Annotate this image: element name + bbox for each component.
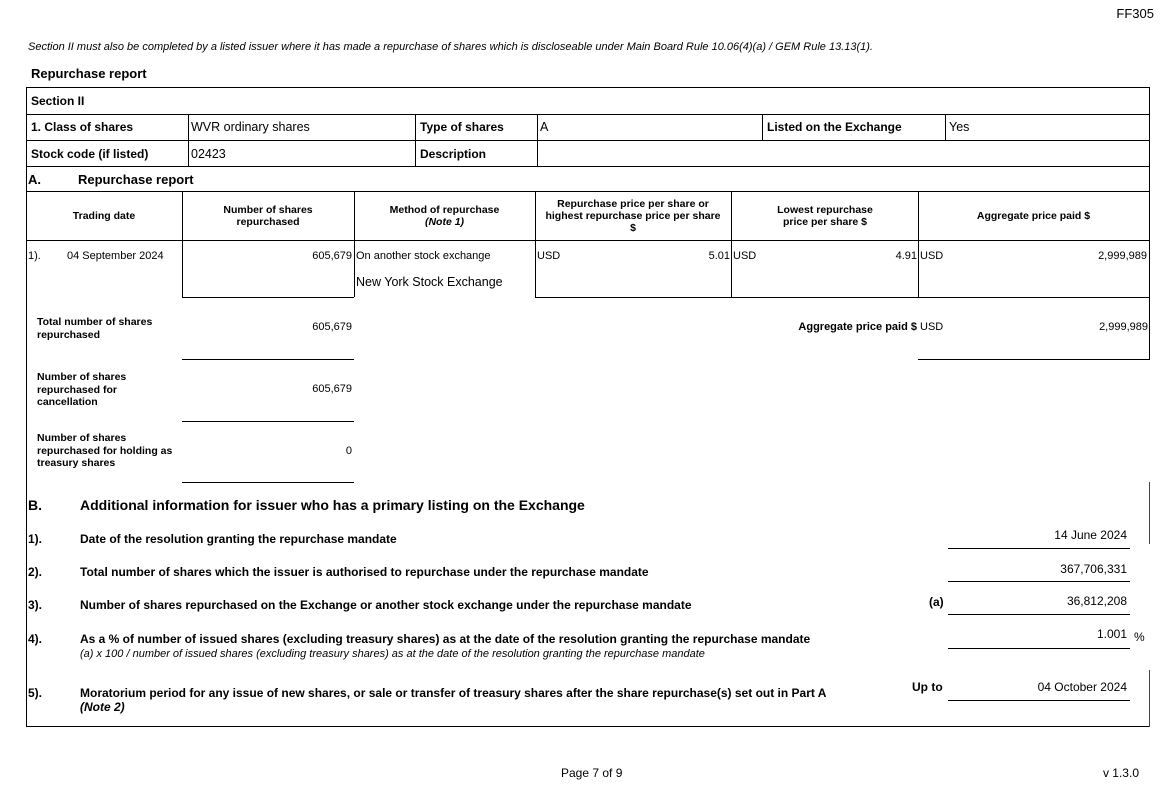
part-b-item-4-value: 1.001 <box>1096 627 1127 641</box>
part-b-item-2-value: 367,706,331 <box>1060 562 1127 576</box>
report-title: Repurchase report <box>31 66 147 81</box>
treasury-value: 0 <box>345 445 352 457</box>
total-shares-value: 605,679 <box>312 321 352 333</box>
part-a-title: Repurchase report <box>78 172 194 187</box>
part-b-item-5-note: (Note 2) <box>80 700 125 714</box>
row-low-price: 4.91 <box>895 250 917 262</box>
version: v 1.3.0 <box>1102 766 1139 780</box>
header-method <box>354 204 535 228</box>
intro-note: Section II must also be completed by a listed issuer where it has made a repurchase of shares which is discloseable under Main Board Rule 10.06(4)(a) / GEM Rule 13.13(1). <box>28 41 873 53</box>
percent-unit: % <box>1134 630 1145 644</box>
cancellation-label: Number of shares repurchased for cancellation <box>37 371 127 408</box>
aggregate-price-value: 2,999,989 <box>1099 321 1148 333</box>
class-of-shares-label: 1. Class of shares <box>31 120 134 134</box>
part-b-item-2-index: 2). <box>28 565 43 579</box>
listed-label: Listed on the Exchange <box>767 120 902 134</box>
total-shares-label: Total number of shares repurchased <box>37 316 153 341</box>
row-high-price: 5.01 <box>708 250 730 262</box>
part-b-item-3-value: 36,812,208 <box>1066 594 1127 608</box>
header-method-note: (Note 1) <box>424 216 465 228</box>
part-b-letter: B. <box>28 497 42 513</box>
part-b-item-5-value: 04 October 2024 <box>1037 680 1127 694</box>
row-index: 1). <box>28 250 41 262</box>
row-agg-price: 2,999,989 <box>1098 250 1147 262</box>
row-high-currency: USD <box>537 250 561 262</box>
part-a-letter: A. <box>28 172 41 187</box>
stock-code-label: Stock code (if listed) <box>31 147 149 161</box>
row-exchange: New York Stock Exchange <box>356 275 503 289</box>
row-low-currency: USD <box>733 250 757 262</box>
header-highest-price: Repurchase price per share or highest repurchase price per share $ <box>545 198 721 234</box>
part-b-item-4-sub: (a) x 100 / number of issued shares (excluding treasury shares) as at the date of the resolution granting the repurchase mandate <box>80 648 705 660</box>
header-lowest-price: Lowest repurchase price per share $ <box>777 204 873 228</box>
part-b-item-3-label: Number of shares repurchased on the Exchange or another stock exchange under the repurchase mandate <box>80 598 692 612</box>
aggregate-price-label: Aggregate price paid $ <box>798 321 917 333</box>
header-aggregate: Aggregate price paid $ <box>976 210 1091 222</box>
part-b-item-4-index: 4). <box>28 632 43 646</box>
aggregate-currency: USD <box>920 321 944 333</box>
part-b-item-3-index: 3). <box>28 598 43 612</box>
part-b-item-1-index: 1). <box>28 532 43 546</box>
part-b-title: Additional information for issuer who has a primary listing on the Exchange <box>80 497 585 513</box>
part-b-item-5-label: Moratorium period for any issue of new shares, or sale or transfer of treasury shares after the share repurchase(s) set out in Part A <box>80 686 827 700</box>
cancellation-value: 605,679 <box>312 383 352 395</box>
type-of-shares-value: A <box>540 120 549 134</box>
section-title: Section II <box>31 94 85 108</box>
row-trading-date: 04 September 2024 <box>67 250 164 262</box>
page-number: Page 7 of 9 <box>561 766 623 780</box>
part-b-item-3-tag: (a) <box>929 595 944 609</box>
listed-value: Yes <box>949 120 970 134</box>
part-b-item-5-index: 5). <box>28 686 43 700</box>
header-trading-date: Trading date <box>72 210 136 222</box>
treasury-label: Number of shares repurchased for holding as treasury shares <box>37 432 173 469</box>
description-label: Description <box>420 147 487 161</box>
part-b-item-1-label: Date of the resolution granting the repurchase mandate <box>80 532 397 546</box>
row-agg-currency: USD <box>920 250 944 262</box>
part-b-item-4-label: As a % of number of issued shares (excluding treasury shares) as at the date of the resolution granting the repurchase mandate <box>80 632 811 646</box>
part-b-item-5-tag: Up to <box>912 680 943 694</box>
header-method-label: Method of repurchase <box>389 204 500 216</box>
type-of-shares-label: Type of shares <box>420 120 504 134</box>
row-method: On another stock exchange <box>356 250 491 262</box>
header-num-shares: Number of shares repurchased <box>223 204 313 228</box>
form-code: FF305 <box>1116 6 1154 21</box>
class-of-shares-value: WVR ordinary shares <box>191 120 310 134</box>
stock-code-value: 02423 <box>191 147 226 161</box>
part-b-item-1-value: 14 June 2024 <box>1054 528 1127 542</box>
part-b-item-2-label: Total number of shares which the issuer is authorised to repurchase under the repurchase mandate <box>80 565 649 579</box>
row-shares: 605,679 <box>312 250 352 262</box>
